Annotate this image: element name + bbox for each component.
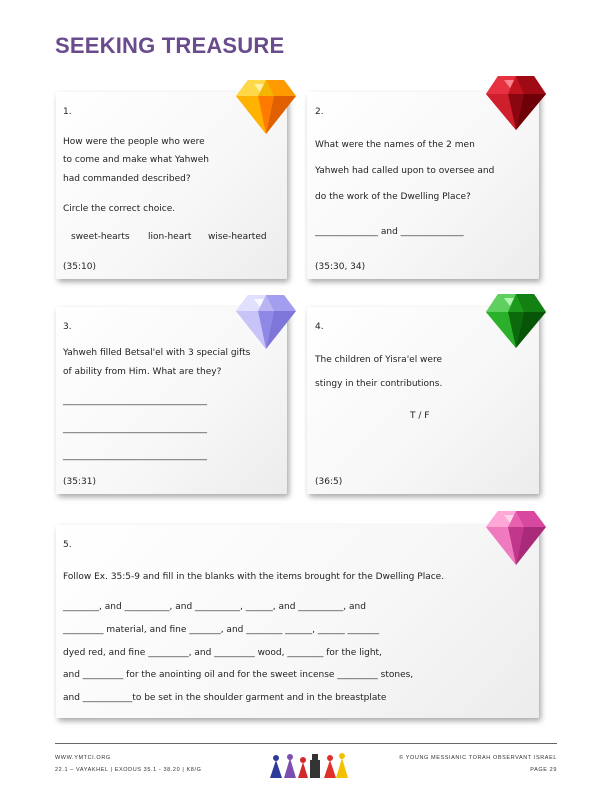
question-text: stingy in their contributions. [315,379,443,389]
scripture-reference: (35:30, 34) [315,262,366,272]
question-text: had commanded described? [63,174,191,184]
page-title: SEEKING TREASURE [55,33,285,58]
true-false-choice[interactable]: T / F [410,411,430,421]
question-number: 4. [315,322,324,332]
question-text: Yahweh had called upon to oversee and [315,166,495,176]
fill-in-line[interactable]: and ___________to be set in the shoulder garment and in the breastplate [63,693,387,703]
answer-blank[interactable]: ________________________________ [63,424,207,434]
footer-divider [55,743,557,744]
fill-in-line[interactable]: and _________ for the anointing oil and for the sweet incense _________ stones, [63,670,414,680]
ymtoi-logo-icon [268,752,350,780]
instruction-text: Follow Ex. 35:5-9 and fill in the blanks with the items brought for the Dwelling Place. [63,572,445,582]
red-gem-icon [484,72,548,134]
answer-blank[interactable]: ______________ and ______________ [315,227,464,237]
yellow-gem-icon [234,74,298,138]
question-text: How were the people who were [63,137,205,147]
choice-option[interactable]: sweet-hearts [71,232,130,242]
scripture-reference: (36:5) [315,477,343,487]
scripture-reference: (35:31) [63,477,96,487]
footer-copyright: © YOUNG MESSIANIC TORAH OBSERVANT ISRAEL [399,755,557,761]
pink-gem-icon [484,505,548,569]
scripture-reference: (35:10) [63,262,96,272]
question-number: 1. [63,107,72,117]
answer-blank[interactable]: ________________________________ [63,451,207,461]
question-number: 3. [63,322,72,332]
choice-option[interactable]: wise-hearted [208,232,267,242]
fill-in-line[interactable]: ________, and __________, and __________, ______, and __________, and [63,602,366,612]
question-text: The children of Yisra'el were [315,355,442,365]
question-card-5 [56,525,539,718]
fill-in-line[interactable]: _________ material, and fine _______, and ________ ______, ______ _______ [63,625,380,635]
lavender-gem-icon [234,289,298,353]
green-gem-icon [484,290,548,352]
question-text: What were the names of the 2 men [315,140,475,150]
question-text: do the work of the Dwelling Place? [315,192,471,202]
choice-option[interactable]: lion-heart [148,232,192,242]
answer-blank[interactable]: ________________________________ [63,396,207,406]
question-number: 2. [315,107,324,117]
question-text: of ability from Him. What are they? [63,367,222,377]
question-number: 5. [63,540,72,550]
footer-page-number: PAGE 29 [530,767,557,773]
instruction-text: Circle the correct choice. [63,204,176,214]
question-text: to come and make what Yahweh [63,155,209,165]
footer-portion: 22.1 – VAYAKHEL | EXODUS 35.1 - 38.20 | K8/G [55,767,202,773]
question-text: Yahweh filled Betsal'el with 3 special gifts [63,348,251,358]
footer-website[interactable]: WWW.YMTCI.ORG [55,755,111,761]
fill-in-line[interactable]: dyed red, and fine _________, and _________ wood, ________ for the light, [63,648,382,658]
